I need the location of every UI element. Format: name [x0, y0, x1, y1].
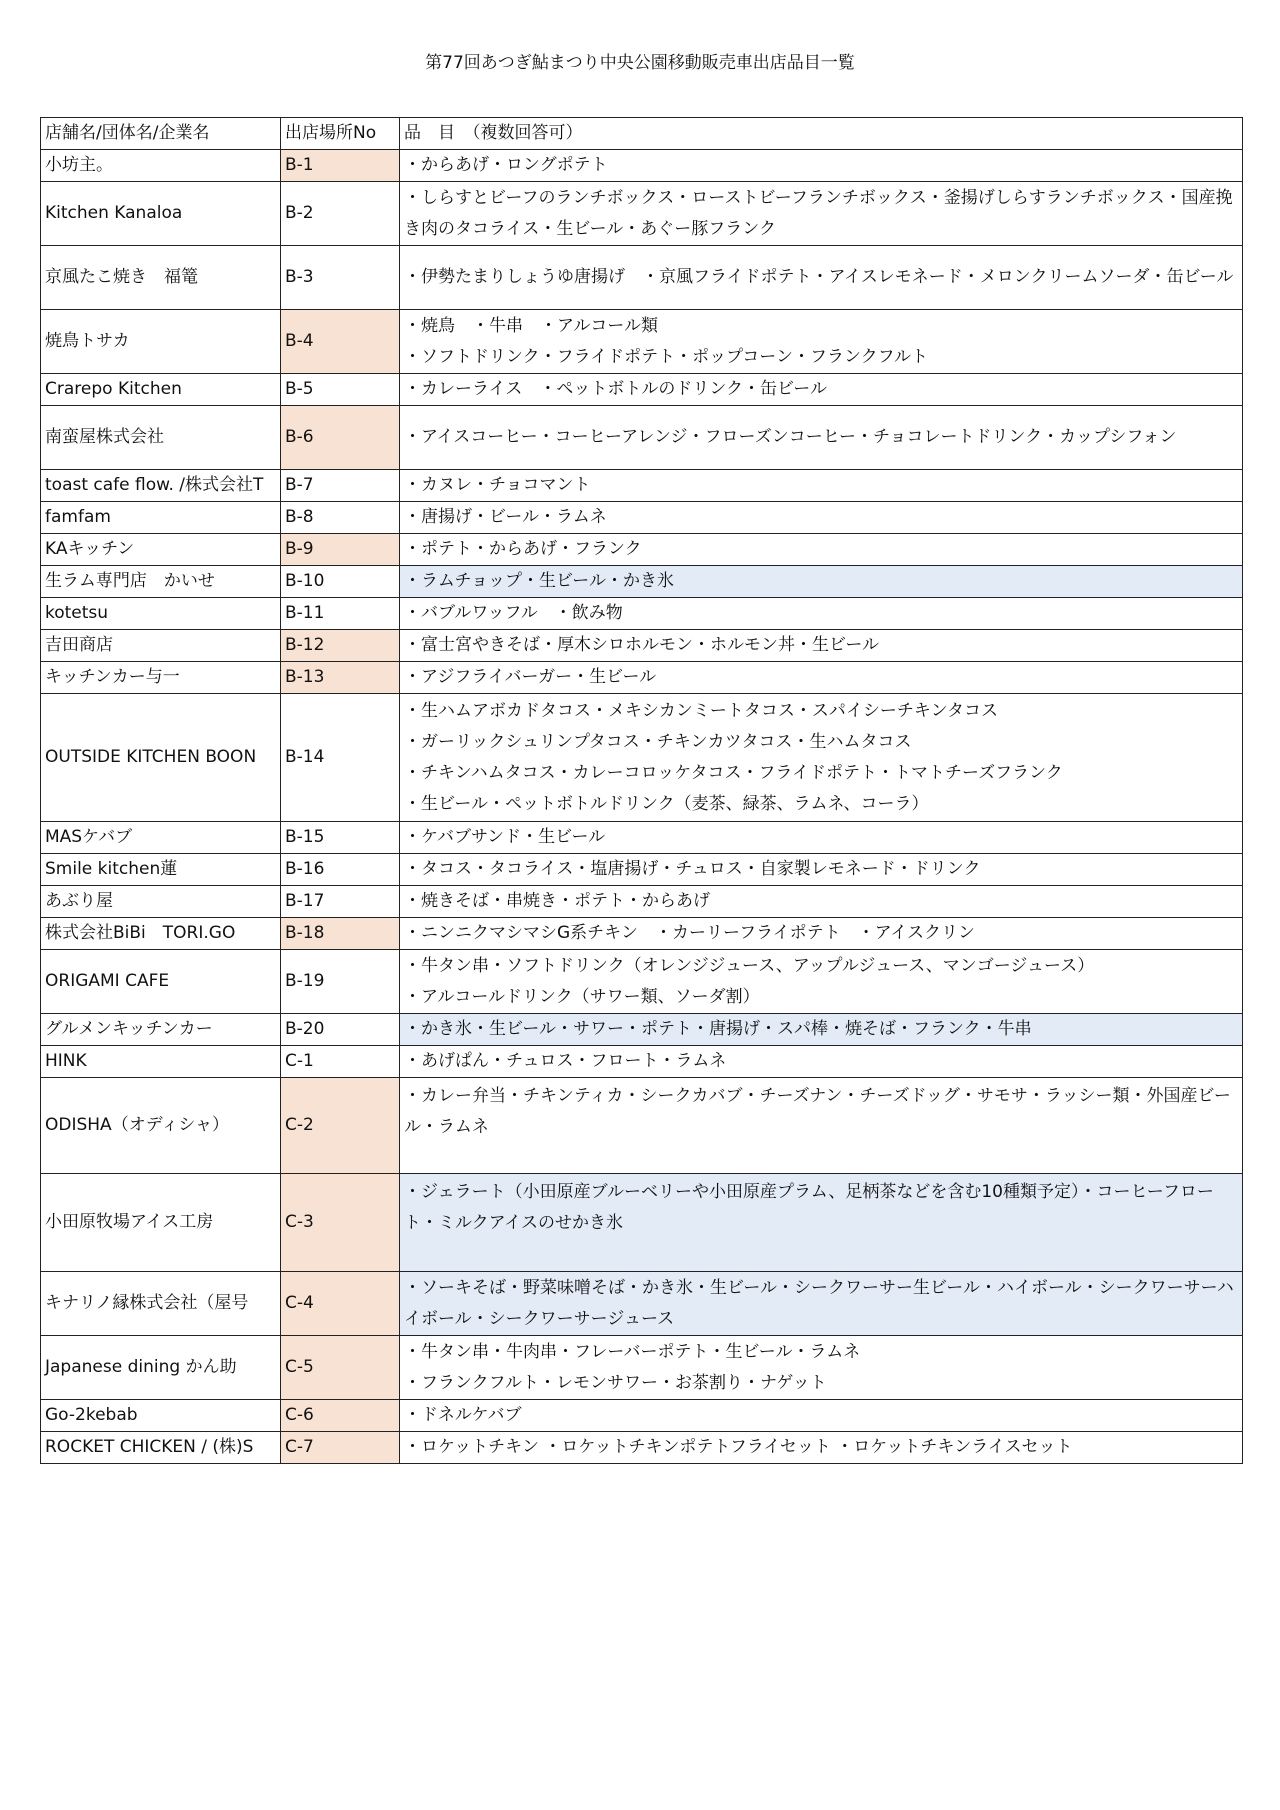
header-name: 店舗名/団体名/企業名: [41, 118, 281, 150]
item-line: ・ドネルケバブ: [404, 1405, 522, 1425]
vendor-name: Crarepo Kitchen: [41, 374, 281, 406]
table-row: [41, 1174, 1243, 1272]
vendor-name: Smile kitchen蓮: [41, 854, 281, 886]
item-list: [400, 406, 1243, 470]
location-no: B-13: [281, 662, 400, 694]
location-no: C-5: [281, 1336, 400, 1400]
vendor-name: 小坊主。: [41, 150, 281, 182]
table-header-row: [41, 118, 1243, 150]
location-no: B-14: [281, 694, 400, 822]
table-row: [41, 918, 1243, 950]
item-list: [400, 1174, 1243, 1272]
table-row: [41, 950, 1243, 1014]
item-list: [400, 566, 1243, 598]
table-row: [41, 534, 1243, 566]
vendor-name: 生ラム専門店 かいせ: [41, 566, 281, 598]
item-line: ・唐揚げ・ビール・ラムネ: [404, 507, 607, 527]
item-line: ・チキンハムタコス・カレーコロッケタコス・フライドポテト・トマトチーズフランク: [404, 762, 1063, 783]
item-list: [400, 150, 1243, 182]
vendor-table: [40, 117, 1243, 1464]
vendor-name: ORIGAMI CAFE: [41, 950, 281, 1014]
item-line: ・フランクフルト・レモンサワー・お茶割り・ナゲット: [404, 1372, 827, 1393]
item-list: [400, 886, 1243, 918]
table-row: [41, 246, 1243, 310]
item-list: [400, 1432, 1243, 1464]
table-row: [41, 1046, 1243, 1078]
location-no: B-6: [281, 406, 400, 470]
item-list: [400, 950, 1243, 1014]
item-list: [400, 1014, 1243, 1046]
table-row: [41, 1336, 1243, 1400]
vendor-name: ROCKET CHICKEN / (株)S: [41, 1432, 281, 1464]
location-no: B-17: [281, 886, 400, 918]
location-no: B-18: [281, 918, 400, 950]
item-list: [400, 1400, 1243, 1432]
item-line: ・カレーライス ・ペットボトルのドリンク・缶ビール: [404, 379, 827, 399]
item-line: ・ラムチョップ・生ビール・かき氷: [404, 571, 674, 591]
item-list: [400, 854, 1243, 886]
item-list: [400, 502, 1243, 534]
table-row: [41, 854, 1243, 886]
location-no: B-11: [281, 598, 400, 630]
item-line: ・伊勢たまりしょうゆ唐揚げ ・京風フライドポテト・アイスレモネード・メロンクリームソーダ・缶ビール: [404, 267, 1234, 287]
item-list: [400, 822, 1243, 854]
vendor-name: グルメンキッチンカー: [41, 1014, 281, 1046]
vendor-name: OUTSIDE KITCHEN BOON: [41, 694, 281, 822]
item-list: [400, 630, 1243, 662]
item-list: [400, 1336, 1243, 1400]
item-line: ・アイスコーヒー・コーヒーアレンジ・フローズンコーヒー・チョコレートドリンク・カップシフォン: [404, 427, 1177, 447]
item-line: ・焼鳥 ・牛串 ・アルコール類: [404, 315, 658, 336]
item-line: ・カレー弁当・チキンティカ・シークカバブ・チーズナン・チーズドッグ・サモサ・ラッシー類・外国産ビール・ラムネ: [404, 1086, 1231, 1137]
vendor-name: 小田原牧場アイス工房: [41, 1174, 281, 1272]
item-list: [400, 182, 1243, 246]
item-list: [400, 310, 1243, 374]
item-line: ・からあげ・ロングポテト: [404, 155, 608, 175]
location-no: B-19: [281, 950, 400, 1014]
item-line: ・富士宮やきそば・厚木シロホルモン・ホルモン丼・生ビール: [404, 635, 879, 655]
location-no: B-7: [281, 470, 400, 502]
item-list: [400, 662, 1243, 694]
item-line: ・かき氷・生ビール・サワー・ポテト・唐揚げ・スパ棒・焼そば・フランク・牛串: [404, 1019, 1032, 1039]
vendor-name: kotetsu: [41, 598, 281, 630]
vendor-name: 株式会社BiBi TORI.GO: [41, 918, 281, 950]
vendor-name: あぶり屋: [41, 886, 281, 918]
vendor-name: HINK: [41, 1046, 281, 1078]
item-line: ・ニンニクマシマシG系チキン ・カーリーフライポテト ・アイスクリン: [404, 923, 975, 943]
header-items: 品 目 （複数回答可）: [400, 118, 1243, 150]
item-line: ・牛タン串・牛肉串・フレーバーポテト・生ビール・ラムネ: [404, 1341, 861, 1362]
item-list: [400, 534, 1243, 566]
location-no: B-4: [281, 310, 400, 374]
item-line: ・ケバブサンド・生ビール: [404, 827, 606, 847]
table-row: [41, 694, 1243, 822]
item-line: ・ロケットチキン ・ロケットチキンポテトフライセット ・ロケットチキンライスセット: [404, 1437, 1073, 1457]
item-list: [400, 374, 1243, 406]
location-no: B-10: [281, 566, 400, 598]
table-row: [41, 822, 1243, 854]
location-no: B-5: [281, 374, 400, 406]
location-no: C-7: [281, 1432, 400, 1464]
item-list: [400, 1272, 1243, 1336]
location-no: C-2: [281, 1078, 400, 1174]
item-line: ・牛タン串・ソフトドリンク（オレンジジュース、アップルジュース、マンゴージュース）: [404, 955, 1095, 976]
vendor-name: 京風たこ焼き 福篭: [41, 246, 281, 310]
location-no: B-1: [281, 150, 400, 182]
location-no: B-9: [281, 534, 400, 566]
item-line: ・しらすとビーフのランチボックス・ローストビーフランチボックス・釜揚げしらすランチボックス・国産挽き肉のタコライス・生ビール・あぐー豚フランク: [404, 187, 1233, 239]
location-no: C-3: [281, 1174, 400, 1272]
item-line: ・生ビール・ペットボトルドリンク（麦茶、緑茶、ラムネ、コーラ）: [404, 793, 929, 814]
table-row: [41, 470, 1243, 502]
item-line: ・アルコールドリンク（サワー類、ソーダ割）: [404, 986, 760, 1007]
location-no: C-4: [281, 1272, 400, 1336]
item-line: ・ソーキそば・野菜味噌そば・かき氷・生ビール・シークワーサー生ビール・ハイボール・シークワーサーハイボール・シークワーサージュース: [404, 1277, 1234, 1329]
table-row: [41, 182, 1243, 246]
item-list: [400, 694, 1243, 822]
table-row: [41, 1014, 1243, 1046]
table-row: [41, 1432, 1243, 1464]
location-no: B-8: [281, 502, 400, 534]
item-line: ・カヌレ・チョコマント: [404, 475, 591, 495]
item-line: ・バブルワッフル ・飲み物: [404, 603, 623, 623]
table-row: [41, 1400, 1243, 1432]
item-line: ・アジフライバーガー・生ビール: [404, 667, 657, 687]
vendor-name: MASケバブ: [41, 822, 281, 854]
table-row: [41, 630, 1243, 662]
item-list: [400, 470, 1243, 502]
item-line: ・ジェラート（小田原産ブルーベリーや小田原産プラム、足柄茶などを含む10種類予定）・コーヒーフロート・ミルクアイスのせかき氷: [404, 1182, 1214, 1233]
page-title: 第77回あつぎ鮎まつり中央公園移動販売車出店品目一覧: [425, 53, 855, 73]
item-line: ・タコス・タコライス・塩唐揚げ・チュロス・自家製レモネード・ドリンク: [404, 859, 981, 879]
table-row: [41, 502, 1243, 534]
vendor-name: toast cafe flow. /株式会社T: [41, 470, 281, 502]
table-row: [41, 886, 1243, 918]
vendor-name: ODISHA（オディシャ）: [41, 1078, 281, 1174]
item-list: [400, 1078, 1243, 1174]
item-list: [400, 246, 1243, 310]
table-row: [41, 566, 1243, 598]
location-no: B-3: [281, 246, 400, 310]
location-no: B-15: [281, 822, 400, 854]
location-no: B-16: [281, 854, 400, 886]
item-line: ・生ハムアボカドタコス・メキシカンミートタコス・スパイシーチキンタコス: [404, 700, 998, 721]
item-line: ・ポテト・からあげ・フランク: [404, 539, 642, 559]
table-row: [41, 310, 1243, 374]
header-location: 出店場所No: [281, 118, 400, 150]
location-no: C-6: [281, 1400, 400, 1432]
vendor-name: キナリノ縁株式会社（屋号: [41, 1272, 281, 1336]
location-no: C-1: [281, 1046, 400, 1078]
table-row: [41, 1078, 1243, 1174]
table-row: [41, 374, 1243, 406]
vendor-name: 吉田商店: [41, 630, 281, 662]
vendor-name: 焼鳥トサカ: [41, 310, 281, 374]
table-row: [41, 406, 1243, 470]
vendor-table-body: [41, 118, 1243, 1464]
table-row: [41, 598, 1243, 630]
location-no: B-12: [281, 630, 400, 662]
location-no: B-2: [281, 182, 400, 246]
table-row: [41, 150, 1243, 182]
location-no: B-20: [281, 1014, 400, 1046]
vendor-name: KAキッチン: [41, 534, 281, 566]
vendor-name: famfam: [41, 502, 281, 534]
item-line: ・あげぱん・チュロス・フロート・ラムネ: [404, 1051, 727, 1071]
vendor-name: Kitchen Kanaloa: [41, 182, 281, 246]
item-list: [400, 1046, 1243, 1078]
vendor-name: キッチンカー与一: [41, 662, 281, 694]
table-row: [41, 1272, 1243, 1336]
item-line: ・ソフトドリンク・フライドポテト・ポップコーン・フランクフルト: [404, 346, 928, 367]
item-list: [400, 598, 1243, 630]
vendor-name: Go-2kebab: [41, 1400, 281, 1432]
item-line: ・焼きそば・串焼き・ポテト・からあげ: [404, 891, 710, 911]
table-row: [41, 662, 1243, 694]
vendor-name: Japanese dining かん助: [41, 1336, 281, 1400]
item-list: [400, 918, 1243, 950]
item-line: ・ガーリックシュリンプタコス・チキンカツタコス・生ハムタコス: [404, 731, 912, 752]
vendor-name: 南蛮屋株式会社: [41, 406, 281, 470]
